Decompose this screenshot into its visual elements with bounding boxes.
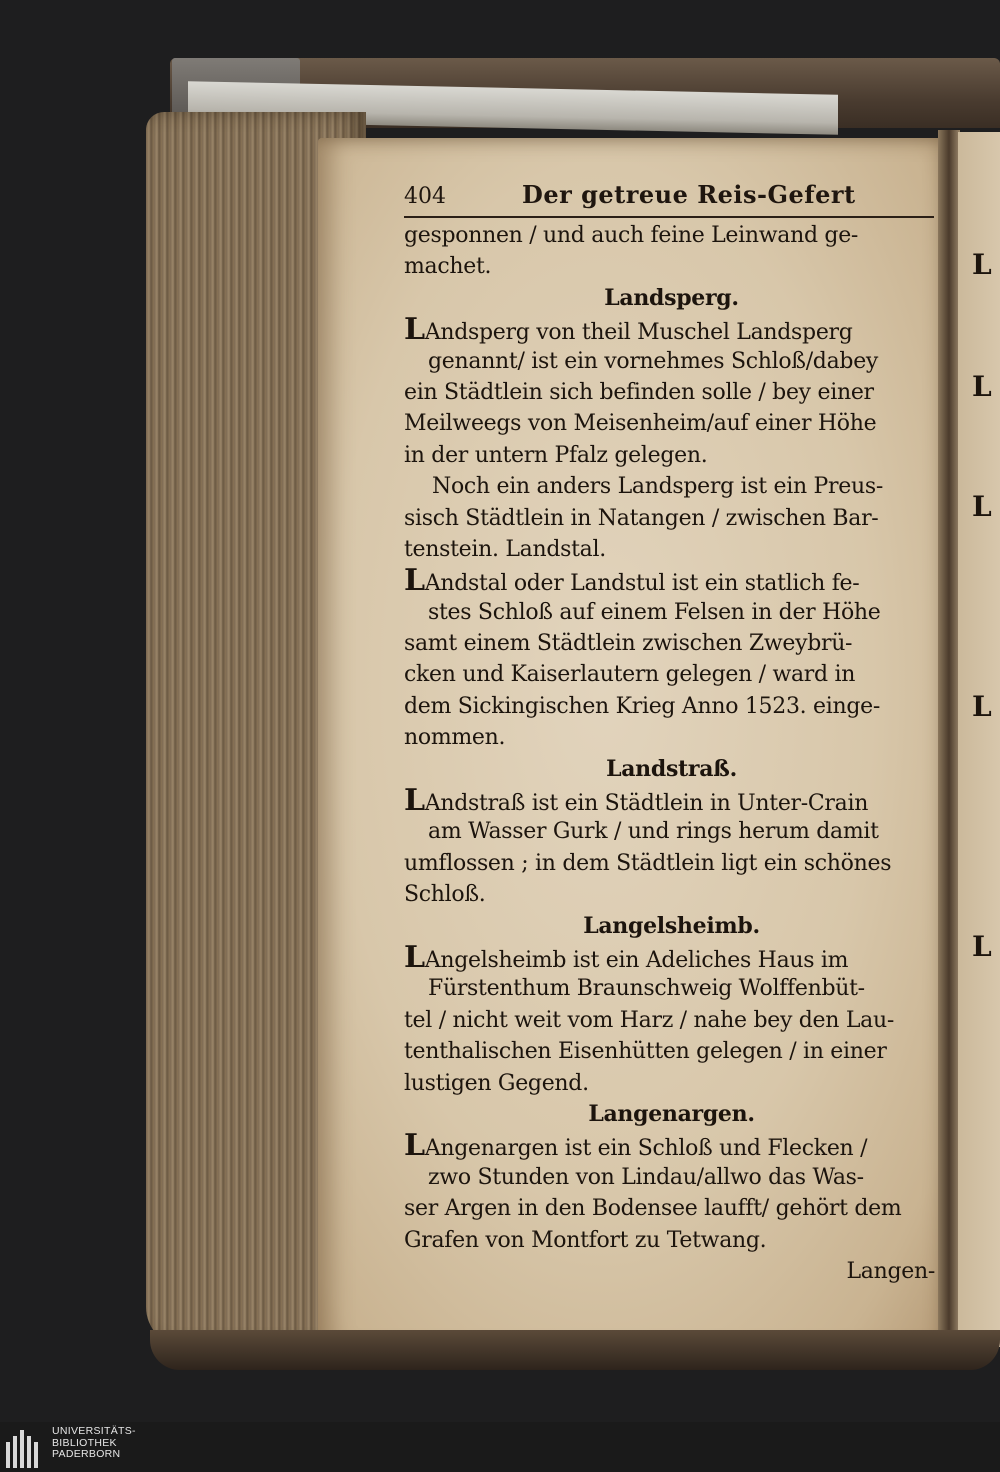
book-cover-bottom — [150, 1330, 1000, 1370]
running-title: Der getreue Reis-Gefert — [522, 180, 856, 209]
line-text: Andstraß ist ein Städtlein in Unter-Crain — [424, 791, 869, 817]
text-line — [404, 1068, 939, 1099]
text-line — [404, 785, 939, 816]
text-line — [404, 848, 939, 879]
line-text: nommen. — [404, 725, 506, 751]
entry-heading — [404, 1099, 939, 1130]
initial-letter: L — [404, 565, 425, 597]
line-text: dem Sickingischen Krieg Anno 1523. einge- — [404, 693, 880, 719]
library-name-line: BIBLIOTHEK — [52, 1436, 117, 1449]
line-text: Angenargen ist ein Schloß und Flecken / — [424, 1136, 868, 1162]
text-line — [404, 377, 939, 408]
library-name-line: UNIVERSITÄTS- — [52, 1425, 136, 1437]
next-page-letter: L — [972, 490, 992, 523]
catchword — [404, 1256, 939, 1287]
text-line — [404, 251, 939, 282]
text-line — [404, 565, 939, 596]
line-text: tenstein. Landstal. — [404, 536, 606, 562]
text-line — [404, 314, 939, 345]
right-page-edge — [958, 132, 1000, 1347]
initial-letter: L — [404, 1130, 425, 1162]
initial-letter: L — [404, 314, 425, 346]
text-line — [404, 471, 939, 502]
line-text: tel / nicht weit vom Harz / nahe bey den Lau- — [404, 1007, 894, 1033]
line-text: ein Städtlein sich befinden solle / bey einer — [404, 379, 874, 405]
line-text: Fürstenthum Braunschweig Wolffenbüt- — [428, 976, 865, 1002]
line-text: zwo Stunden von Lindau/allwo das Was- — [428, 1164, 864, 1190]
line-text: umflossen ; in dem Städtlein ligt ein schönes — [404, 850, 892, 876]
book-gutter — [938, 130, 960, 1355]
text-line — [404, 503, 939, 534]
line-text: lustigen Gegend. — [404, 1070, 589, 1096]
line-text: in der untern Pfalz gelegen. — [404, 442, 708, 468]
line-text: Langen- — [846, 1258, 935, 1284]
text-line — [404, 722, 939, 753]
text-line — [404, 1005, 939, 1036]
library-footer — [0, 1422, 1000, 1472]
entry-heading — [404, 754, 939, 785]
line-text: Landsperg. — [604, 284, 739, 311]
line-text: genannt/ ist ein vornehmes Schloß/dabey — [428, 348, 879, 374]
text-line — [404, 879, 939, 910]
entry-heading — [404, 283, 939, 314]
line-text: gesponnen / und auch feine Leinwand ge- — [404, 223, 859, 248]
text-line — [404, 1130, 939, 1161]
line-text: Andsperg von theil Muschel Landsperg — [424, 320, 853, 346]
line-text: Angelsheimb ist ein Adeliches Haus im — [424, 947, 849, 973]
line-text: Andstal oder Landstul ist ein statlich fe- — [424, 571, 860, 597]
next-page-letter: L — [972, 248, 992, 281]
line-text: ser Argen in den Bodensee laufft/ gehört dem — [404, 1196, 902, 1222]
initial-letter: L — [404, 941, 425, 974]
line-text: Schloß. — [404, 882, 486, 908]
library-logo-icon — [6, 1428, 46, 1468]
line-text: tenthalischen Eisenhütten gelegen / in einer — [404, 1039, 887, 1065]
library-name — [52, 1426, 136, 1461]
text-line — [404, 440, 939, 471]
text-line — [404, 816, 939, 847]
next-page-letter: L — [972, 690, 992, 723]
text-line — [404, 1036, 939, 1067]
text-line — [404, 408, 939, 439]
page-text — [404, 220, 939, 1287]
line-text: am Wasser Gurk / und rings herum damit — [428, 819, 879, 845]
line-text: Grafen von Montfort zu Tetwang. — [404, 1227, 767, 1253]
library-name-line: PADERBORN — [52, 1448, 121, 1460]
line-text: stes Schloß auf einem Felsen in der Höhe — [428, 599, 881, 625]
text-line — [404, 346, 939, 377]
page-header — [404, 180, 934, 218]
text-line — [404, 1193, 939, 1224]
text-line — [404, 597, 939, 628]
next-page-letter: L — [972, 930, 992, 963]
text-line — [404, 691, 939, 722]
line-text: sisch Städtlein in Natangen / zwischen Bar- — [404, 505, 879, 531]
text-line — [404, 942, 939, 973]
line-text: Landstraß. — [606, 755, 737, 782]
text-line — [404, 1162, 939, 1193]
initial-letter: L — [404, 785, 425, 817]
text-line — [404, 973, 939, 1004]
text-line — [404, 659, 939, 690]
text-line — [404, 628, 939, 659]
line-text: cken und Kaiserlautern gelegen / ward in — [404, 662, 856, 688]
line-text: samt einem Städtlein zwischen Zweybrü- — [404, 631, 853, 657]
line-text: Noch ein anders Landsperg ist ein Preus- — [432, 474, 883, 500]
text-line — [404, 220, 939, 251]
text-line — [404, 534, 939, 565]
text-line — [404, 1225, 939, 1256]
next-page-letter: L — [972, 370, 992, 403]
line-text: machet. — [404, 254, 492, 280]
line-text: Langelsheimb. — [583, 912, 760, 939]
line-text: Langenargen. — [588, 1100, 755, 1127]
page-number: 404 — [404, 184, 446, 209]
entry-heading — [404, 911, 939, 942]
line-text: Meilweegs von Meisenheim/auf einer Höhe — [404, 411, 877, 437]
